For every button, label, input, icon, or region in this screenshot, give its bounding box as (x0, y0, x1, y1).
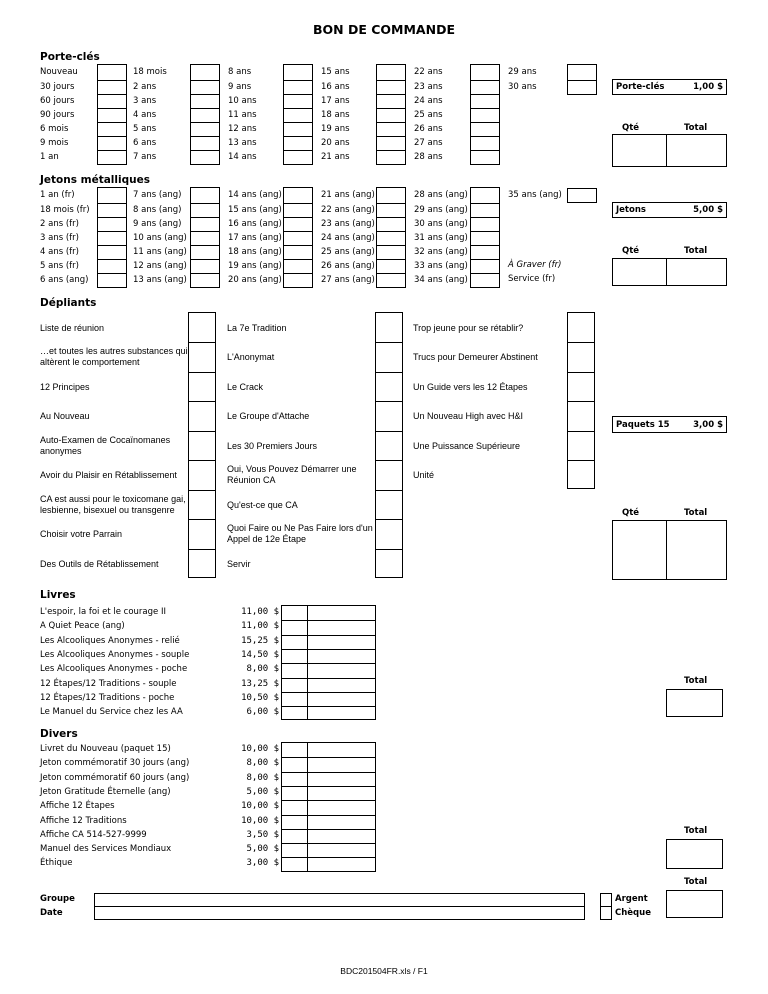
porte-cles-label: 9 mois (40, 138, 69, 148)
livres-item-price: 10,50 $ (241, 693, 279, 703)
porte-cles-label: 28 ans (414, 152, 443, 162)
porte-cles-checkbox-column[interactable] (567, 64, 597, 95)
porte-cles-checkbox-column[interactable] (190, 64, 220, 165)
depliants-price-label: Paquets 15 (616, 420, 670, 430)
depliant-checkbox-column[interactable] (375, 312, 403, 578)
porte-cles-label: 8 ans (228, 67, 252, 77)
jetons-qty-field[interactable] (612, 258, 667, 286)
porte-cles-label: 3 ans (133, 96, 157, 106)
porte-cles-label: 23 ans (414, 82, 443, 92)
jetons-total-field[interactable] (666, 258, 727, 286)
porte-cles-label: 9 ans (228, 82, 252, 92)
porte-cles-label: 18 ans (321, 110, 350, 120)
livres-item-price: 6,00 $ (246, 707, 279, 717)
jeton-label: 32 ans (ang) (414, 247, 468, 257)
divers-item-price: 10,00 $ (241, 801, 279, 811)
divers-item-name: Manuel des Services Mondiaux (40, 844, 172, 854)
livres-item-price: 15,25 $ (241, 636, 279, 646)
jeton-label: 3 ans (fr) (40, 233, 79, 243)
depliant-label: L'Anonymat (227, 351, 275, 362)
footer-text: BDC201504FR.xls / F1 (340, 966, 428, 976)
depliants-qty-field[interactable] (612, 520, 667, 580)
porte-cles-label: 1 an (40, 152, 59, 162)
depliant-label: …et toutes les autres substances qui altèrent le comportement (40, 346, 188, 367)
livres-total-label: Total (684, 676, 708, 686)
divers-total-column[interactable] (307, 742, 376, 872)
porte-cles-total-label: Total (684, 123, 708, 133)
jeton-label: 13 ans (ang) (133, 275, 187, 285)
livres-qty-column[interactable] (281, 605, 308, 720)
porte-cles-label: 19 ans (321, 124, 350, 134)
depliant-label: Le Crack (227, 381, 264, 392)
depliant-checkbox-column[interactable] (188, 312, 216, 578)
depliants-price: 3,00 $ (693, 420, 723, 430)
porte-cles-checkbox-column[interactable] (97, 64, 127, 165)
jeton-label: 29 ans (ang) (414, 205, 468, 215)
jeton-label: 33 ans (ang) (414, 261, 468, 271)
jeton-label: 14 ans (ang) (228, 190, 282, 200)
porte-cles-checkbox-column[interactable] (376, 64, 406, 165)
jeton-checkbox-column[interactable] (190, 187, 220, 288)
service-label: Service (fr) (508, 274, 556, 284)
depliant-label: Oui, Vous Pouvez Démarrer une Réunion CA (227, 464, 357, 485)
depliants-qty-label: Qté (622, 508, 640, 518)
livres-item-price: 11,00 $ (241, 607, 279, 617)
porte-cles-label: Nouveau (40, 67, 78, 77)
porte-cles-price: 1,00 $ (693, 82, 723, 92)
jeton-label: 8 ans (ang) (133, 205, 182, 215)
divers-item-price: 5,00 $ (246, 844, 279, 854)
jeton-label: 7 ans (ang) (133, 190, 182, 200)
porte-cles-label: 21 ans (321, 152, 350, 162)
jeton-label: 4 ans (fr) (40, 247, 79, 257)
jetons-price-box (612, 202, 727, 218)
jeton-label: 22 ans (ang) (321, 205, 375, 215)
porte-cles-label: 4 ans (133, 110, 157, 120)
divers-total-field[interactable] (666, 839, 723, 869)
jeton-checkbox-column[interactable] (283, 187, 313, 288)
porte-cles-label: 90 jours (40, 110, 75, 120)
porte-cles-label: 13 ans (228, 138, 257, 148)
depliant-label: 12 Principes (40, 381, 90, 392)
porte-cles-label: 6 ans (133, 138, 157, 148)
divers-qty-column[interactable] (281, 742, 308, 872)
depliant-label: La 7e Tradition (227, 322, 287, 333)
jeton-label: 17 ans (ang) (228, 233, 282, 243)
depliant-label: Le Groupe d'Attache (227, 410, 310, 421)
jeton-label: 1 an (fr) (40, 190, 75, 200)
divers-item-name: Éthique (40, 858, 73, 868)
divers-item-name: Affiche CA 514-527-9999 (40, 830, 147, 840)
depliant-label: Une Puissance Supérieure (413, 440, 521, 451)
jeton-label: 31 ans (ang) (414, 233, 468, 243)
depliant-label: Qu'est-ce que CA (227, 499, 298, 510)
depliant-checkbox-column[interactable] (567, 312, 595, 489)
divers-item-price: 10,00 $ (241, 816, 279, 826)
depliant-label: Les 30 Premiers Jours (227, 440, 318, 451)
jeton-label: 15 ans (ang) (228, 205, 282, 215)
cheque-checkbox[interactable] (600, 906, 612, 920)
depliant-label: Servir (227, 558, 251, 569)
depliant-label: Un Guide vers les 12 Étapes (413, 381, 528, 392)
depliant-label: CA est aussi pour le toxicomane gai, lesbienne, bisexuel ou transgenre (40, 494, 186, 515)
groupe-label: Groupe (40, 894, 75, 904)
grand-total-field[interactable] (666, 890, 723, 918)
depliant-label: Liste de réunion (40, 322, 105, 333)
porte-cles-checkbox-column[interactable] (470, 64, 500, 165)
divers-item-name: Jeton Gratitude Éternelle (ang) (40, 787, 171, 797)
porte-cles-label: 2 ans (133, 82, 157, 92)
porte-cles-price-label: Porte-clés (616, 82, 665, 92)
jeton-label: 18 mois (fr) (40, 205, 90, 215)
jeton-label: 20 ans (ang) (228, 275, 282, 285)
date-label: Date (40, 908, 63, 918)
argent-label: Argent (615, 894, 648, 904)
jeton-label: 30 ans (ang) (414, 219, 468, 229)
jeton-label: 9 ans (ang) (133, 219, 182, 229)
divers-item-name: Affiche 12 Étapes (40, 801, 115, 811)
jeton-checkbox-column[interactable] (376, 187, 406, 288)
porte-cles-label: 29 ans (508, 67, 537, 77)
depliant-label: Choisir votre Parrain (40, 528, 123, 539)
jeton-35-label: 35 ans (ang) (508, 190, 562, 200)
porte-cles-label: 10 ans (228, 96, 257, 106)
divers-item-name: Jeton commémoratif 60 jours (ang) (40, 773, 190, 783)
livres-total-column[interactable] (307, 605, 376, 720)
jeton-label: 6 ans (ang) (40, 275, 89, 285)
jeton-label: 34 ans (ang) (414, 275, 468, 285)
divers-item-name: Affiche 12 Traditions (40, 816, 127, 826)
date-field[interactable] (94, 906, 585, 920)
porte-cles-label: 11 ans (228, 110, 257, 120)
page-title: BON DE COMMANDE (313, 22, 455, 37)
depliants-heading: Dépliants (40, 297, 97, 309)
jetons-qty-label: Qté (622, 246, 640, 256)
porte-cles-label: 22 ans (414, 67, 443, 77)
depliant-label: Auto-Examen de Cocaïnomanes anonymes (40, 435, 171, 456)
jeton-checkbox-column[interactable] (470, 187, 500, 288)
depliant-label: Au Nouveau (40, 410, 90, 421)
livres-item-name: Les Alcooliques Anonymes - relié (40, 636, 180, 646)
divers-item-name: Jeton commémoratif 30 jours (ang) (40, 758, 190, 768)
jetons-price-label: Jetons (616, 205, 646, 215)
jetons-price: 5,00 $ (693, 205, 723, 215)
jeton-label: 2 ans (fr) (40, 219, 79, 229)
livres-item-name: A Quiet Peace (ang) (40, 621, 125, 631)
jeton-label: 19 ans (ang) (228, 261, 282, 271)
porte-cles-label: 20 ans (321, 138, 350, 148)
divers-heading: Divers (40, 728, 78, 740)
porte-cles-label: 15 ans (321, 67, 350, 77)
divers-item-price: 5,00 $ (246, 787, 279, 797)
jeton-label: 12 ans (ang) (133, 261, 187, 271)
porte-cles-label: 14 ans (228, 152, 257, 162)
porte-cles-label: 24 ans (414, 96, 443, 106)
divers-total-label: Total (684, 826, 708, 836)
depliant-label: Unité (413, 469, 435, 480)
graver-label: À Graver (fr) (508, 260, 562, 270)
jeton-label: 26 ans (ang) (321, 261, 375, 271)
porte-cles-label: 30 ans (508, 82, 537, 92)
depliants-total-label: Total (684, 508, 708, 518)
divers-item-name: Livret du Nouveau (paquet 15) (40, 744, 171, 754)
livres-item-name: 12 Étapes/12 Traditions - souple (40, 679, 177, 689)
jeton-label: 11 ans (ang) (133, 247, 187, 257)
divers-item-price: 8,00 $ (246, 773, 279, 783)
jeton-checkbox-column[interactable] (97, 187, 127, 288)
livres-item-price: 8,00 $ (246, 664, 279, 674)
porte-cles-label: 17 ans (321, 96, 350, 106)
jeton-label: 5 ans (fr) (40, 261, 79, 271)
jeton-label: 23 ans (ang) (321, 219, 375, 229)
depliant-label: Un Nouveau High avec H&I (413, 410, 524, 421)
livres-item-name: Les Alcooliques Anonymes - poche (40, 664, 188, 674)
jeton-label: 27 ans (ang) (321, 275, 375, 285)
groupe-field[interactable] (94, 893, 585, 907)
livres-item-price: 13,25 $ (241, 679, 279, 689)
depliant-label: Quoi Faire ou Ne Pas Faire lors d'un Appel de 12e Étape (227, 523, 373, 544)
porte-cles-label: 5 ans (133, 124, 157, 134)
divers-item-price: 8,00 $ (246, 758, 279, 768)
jeton-label: 10 ans (ang) (133, 233, 187, 243)
porte-cles-label: 60 jours (40, 96, 75, 106)
porte-cles-label: 27 ans (414, 138, 443, 148)
porte-cles-label: 26 ans (414, 124, 443, 134)
livres-total-field[interactable] (666, 689, 723, 717)
argent-checkbox[interactable] (600, 893, 612, 907)
divers-item-price: 3,00 $ (246, 858, 279, 868)
cheque-label: Chèque (615, 908, 651, 918)
jeton-label: 25 ans (ang) (321, 247, 375, 257)
livres-item-name: Le Manuel du Service chez les AA (40, 707, 183, 717)
jeton-label: 18 ans (ang) (228, 247, 282, 257)
depliant-label: Des Outils de Rétablissement (40, 558, 159, 569)
depliant-label: Trucs pour Demeurer Abstinent (413, 351, 538, 362)
grand-total-label: Total (684, 877, 708, 887)
porte-cles-heading: Porte-clés (40, 51, 100, 63)
jeton-35-checkbox[interactable] (567, 188, 597, 203)
porte-cles-label: 16 ans (321, 82, 350, 92)
porte-cles-qty-label: Qté (622, 123, 640, 133)
jeton-label: 28 ans (ang) (414, 190, 468, 200)
jetons-heading: Jetons métalliques (40, 174, 150, 186)
porte-cles-qty-field[interactable] (612, 134, 667, 167)
porte-cles-price-box (612, 79, 727, 95)
jeton-label: 21 ans (ang) (321, 190, 375, 200)
depliants-price-box (612, 416, 727, 433)
jeton-label: 16 ans (ang) (228, 219, 282, 229)
divers-item-price: 10,00 $ (241, 744, 279, 754)
porte-cles-label: 18 mois (133, 67, 167, 77)
livres-item-name: L'espoir, la foi et le courage II (40, 607, 166, 617)
porte-cles-checkbox-column[interactable] (283, 64, 313, 165)
porte-cles-label: 30 jours (40, 82, 75, 92)
depliant-label: Trop jeune pour se rétablir? (413, 322, 524, 333)
porte-cles-total-field[interactable] (666, 134, 727, 167)
porte-cles-label: 12 ans (228, 124, 257, 134)
divers-item-price: 3,50 $ (246, 830, 279, 840)
livres-item-price: 14,50 $ (241, 650, 279, 660)
porte-cles-label: 7 ans (133, 152, 157, 162)
porte-cles-label: 6 mois (40, 124, 69, 134)
jeton-label: 24 ans (ang) (321, 233, 375, 243)
livres-item-name: Les Alcooliques Anonymes - souple (40, 650, 190, 660)
livres-item-name: 12 Étapes/12 Traditions - poche (40, 693, 175, 703)
livres-item-price: 11,00 $ (241, 621, 279, 631)
depliants-total-field[interactable] (666, 520, 727, 580)
depliant-label: Avoir du Plaisir en Rétablissement (40, 469, 177, 480)
porte-cles-label: 25 ans (414, 110, 443, 120)
jetons-total-label: Total (684, 246, 708, 256)
livres-heading: Livres (40, 589, 76, 601)
